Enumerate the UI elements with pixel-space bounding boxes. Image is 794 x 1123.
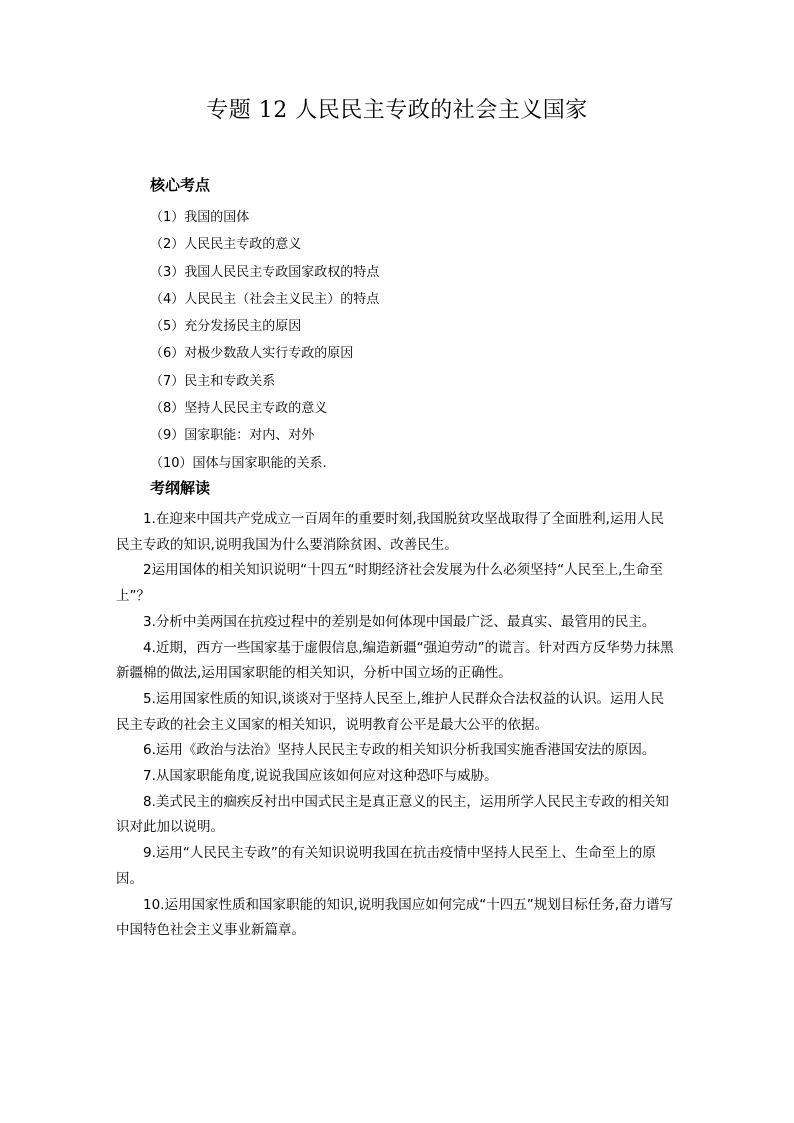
list-item: 3.分析中美两国在抗疫过程中的差别是如何体现中国最广泛、最真实、最管用的民主。 (143, 613, 656, 630)
list-item: 8.美式民主的痼疾反衬出中国式民主是真正意义的民主，运用所学人民民主专政的相关知识对此加以说明。 (116, 793, 669, 836)
list-item: 2运用国体的相关知识说明“十四五“时期经济社会发展为什么必须坚持“人民至上,生命至上”？ (116, 562, 663, 605)
syllabus-list (116, 507, 676, 944)
list-item: 4.近期，西方一些国家基于虚假信息,编造新疆“强迫劳动”的谎言。针对西方反华势力抹黑新疆棉的做法,运用国家职能的相关知识，分析中国立场的正确性。 (116, 639, 674, 682)
syllabus-heading: 考纲解读 (150, 479, 211, 497)
core-points-heading: 核心考点 (150, 176, 211, 194)
list-item: 6.运用《政治与法治》坚持人民民主专政的相关知识分析我国实施香港国安法的原因。 (143, 742, 656, 759)
list-item: 1.在迎来中国共产党成立一百周年的重要时刻,我国脱贫攻坚战取得了全面胜利,运用人民民主专政的知识,说明我国为什么要消除贫困、改善民生。 (116, 511, 664, 553)
list-item: （6）对极少数敌人实行专政的原因 (150, 346, 354, 362)
list-item: （1）我国的国体 (150, 210, 250, 225)
list-item: （8）坚持人民民主专政的意义 (150, 401, 328, 417)
page-title: 专题 12 人民民主专政的社会主义国家 (206, 98, 588, 123)
list-item: （3）我国人民民主专政国家政权的特点 (150, 264, 380, 280)
list-item: （2）人民民主专政的意义 (150, 237, 302, 253)
list-item: 9.运用“人民民主专政”的有关知识说明我国在抗击疫情中坚持人民至上、生命至上的原因。 (116, 845, 656, 887)
list-item: 10.运用国家性质和国家职能的知识,说明我国应如何完成“十四五”规划目标任务,奋力谱写中国特色社会主义事业新篇章。 (116, 896, 674, 939)
list-item: （4）人民民主（社会主义民主）的特点 (150, 291, 380, 307)
list-item: 7.从国家职能角度,说说我国应该如何应对这种恐吓与威胁。 (143, 768, 498, 785)
list-item: （5）充分发扬民主的原因 (150, 319, 302, 335)
core-points-list (150, 204, 379, 477)
list-item: （9）国家职能：对内、对外 (150, 428, 315, 444)
list-item: 5.运用国家性质的知识,谈谈对于坚持人民至上,维护人民群众合法权益的认识。运用人民民主专政的社会主义国家的相关知识，说明教育公平是最大公平的依据。 (116, 690, 664, 733)
list-item: （10）国体与国家职能的关系. (150, 455, 327, 471)
list-item: （7）民主和专政关系 (150, 373, 276, 389)
